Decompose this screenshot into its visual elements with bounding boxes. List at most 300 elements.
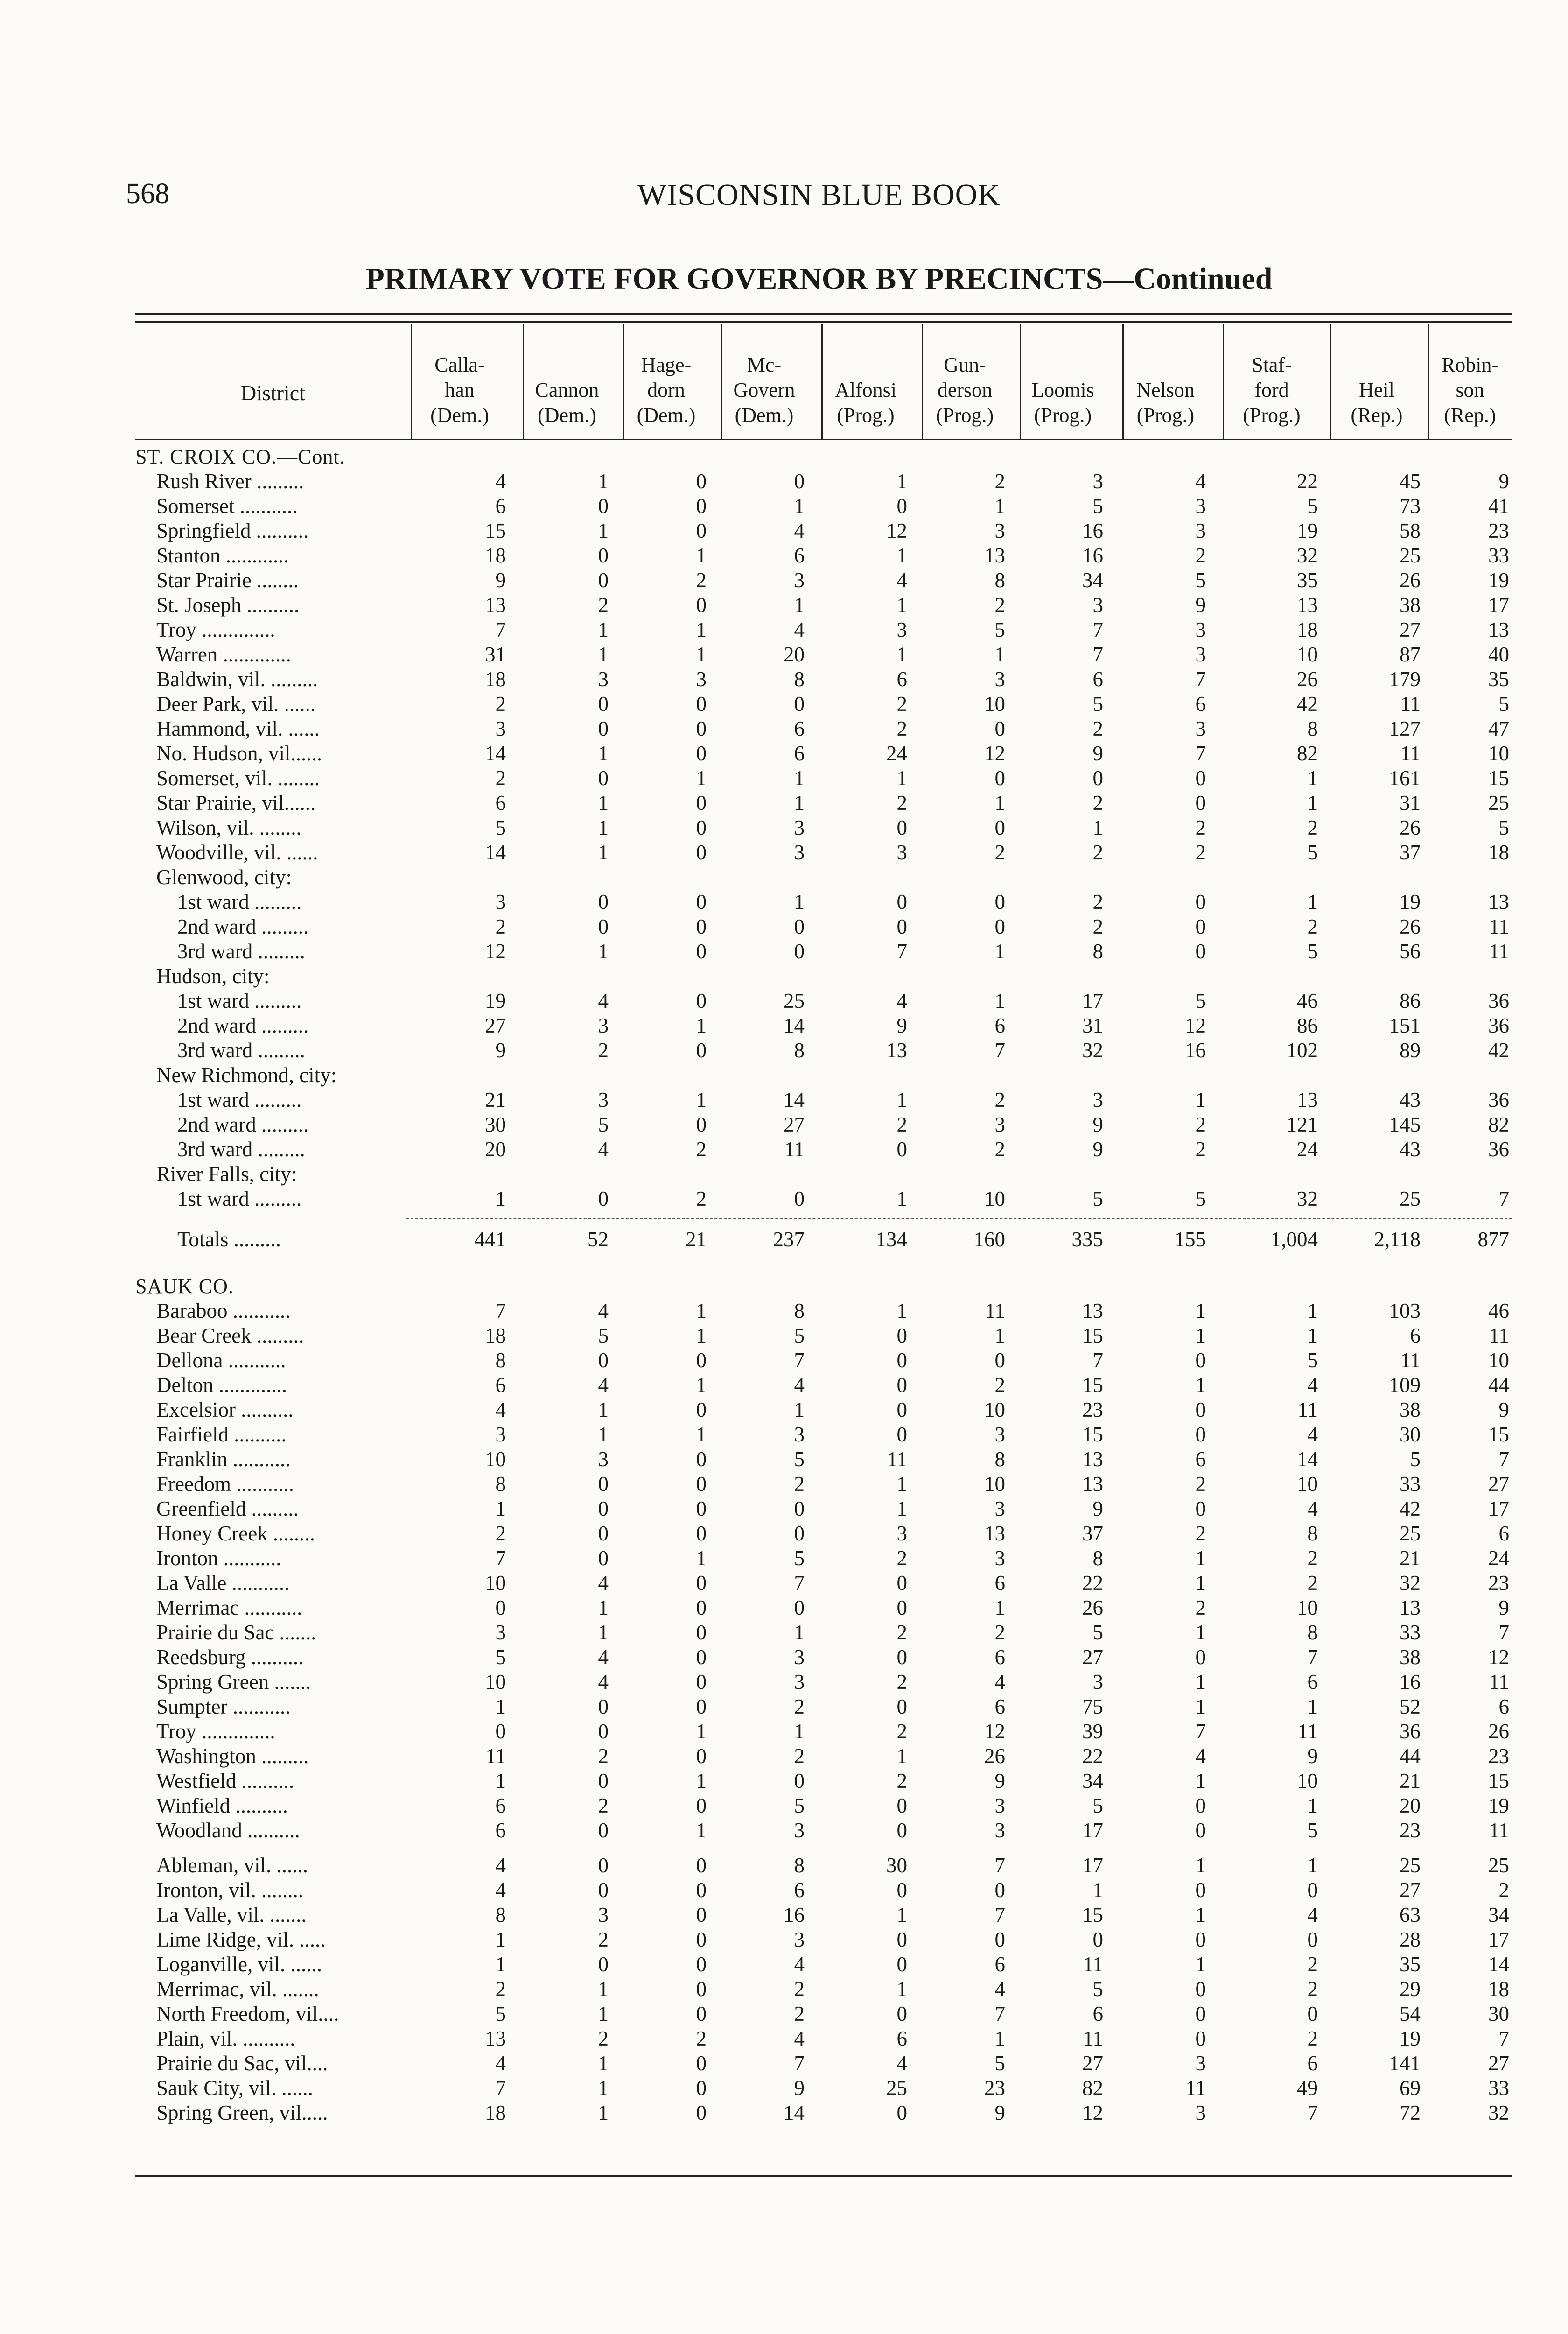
vote-cell: 1 — [598, 2002, 609, 2025]
page-header — [126, 177, 1512, 219]
vote-cell: 141 — [1389, 2052, 1421, 2075]
vote-cell: 0 — [598, 1695, 609, 1718]
column-header-line: (Prog.) — [1136, 404, 1195, 427]
vote-cell: 89 — [1400, 1039, 1421, 1062]
precinct-row — [135, 1645, 1512, 1670]
vote-cell: 0 — [1195, 2002, 1206, 2025]
vote-cell: 52 — [1400, 1695, 1421, 1718]
vote-cell: 23 — [1488, 1571, 1509, 1595]
vote-cell: 121 — [1286, 1113, 1318, 1136]
precinct-row — [135, 766, 1512, 791]
vote-cell: 9 — [1498, 1398, 1509, 1421]
precinct-row — [135, 1853, 1512, 1878]
column-header-line: Nelson — [1136, 379, 1195, 401]
column-header-line: Alfonsi — [835, 379, 896, 401]
precinct-row — [135, 1620, 1512, 1645]
vote-cell: 7 — [1195, 1720, 1206, 1743]
district-label: 1st ward ......... — [177, 890, 302, 914]
vote-cell: 1 — [794, 791, 805, 815]
column-header-line: derson — [937, 379, 993, 401]
precinct-row — [135, 1447, 1512, 1472]
vote-cell: 4 — [794, 1953, 805, 1976]
vote-cell: 0 — [598, 1819, 609, 1842]
vote-cell: 3 — [1092, 1088, 1103, 1111]
column-header-line: Staf- — [1252, 353, 1292, 376]
vote-cell: 26 — [1400, 915, 1421, 938]
vote-cell: 4 — [1307, 1903, 1318, 1926]
vote-cell: 0 — [696, 742, 707, 765]
vote-cell: 15 — [1488, 1769, 1509, 1793]
vote-cell: 1 — [794, 1398, 805, 1421]
vote-cell: 0 — [598, 1878, 609, 1902]
district-label: Sumpter ........... — [156, 1695, 291, 1718]
vote-cell: 0 — [794, 1596, 805, 1619]
vote-cell: 6 — [994, 1953, 1005, 1976]
vote-cell: 1 — [1195, 1324, 1206, 1347]
vote-cell: 5 — [994, 2052, 1005, 2075]
vote-cell: 10 — [1488, 1349, 1509, 1372]
totals-row — [135, 1218, 1512, 1261]
column-header-line: dorn — [647, 379, 685, 401]
vote-cell: 0 — [896, 1794, 907, 1817]
district-label: Fairfield .......... — [156, 1423, 287, 1446]
vote-cell: 9 — [896, 1014, 907, 1037]
vote-cell: 0 — [696, 841, 707, 864]
vote-cell: 0 — [696, 1571, 707, 1595]
vote-cell: 2 — [1498, 1878, 1509, 1902]
vote-cell: 161 — [1389, 766, 1421, 790]
vote-cell: 9 — [1092, 742, 1103, 765]
ward-row — [135, 1013, 1512, 1038]
vote-cell: 5 — [1498, 816, 1509, 839]
vote-cell: 0 — [598, 544, 609, 567]
vote-cell: 13 — [1082, 1448, 1103, 1471]
vote-cell: 2 — [1195, 1596, 1206, 1619]
vote-cell: 1 — [495, 1695, 506, 1718]
precinct-row — [135, 1744, 1512, 1769]
vote-cell: 8 — [794, 1039, 805, 1062]
column-header-line: Heil — [1359, 379, 1394, 401]
vote-cell: 2 — [1195, 1113, 1206, 1136]
vote-cell: 6 — [794, 742, 805, 765]
ward-row — [135, 1038, 1512, 1063]
vote-cell: 4 — [495, 1854, 506, 1877]
vote-cell: 7 — [794, 1571, 805, 1595]
vote-cell: 2 — [598, 593, 609, 617]
vote-cell: 2 — [598, 1794, 609, 1817]
district-label: Star Prairie ........ — [156, 569, 299, 592]
vote-cell: 4 — [896, 2052, 907, 2075]
vote-cell: 2 — [495, 915, 506, 938]
vote-cell: 2 — [1307, 1953, 1318, 1976]
header-district: District — [241, 381, 305, 405]
vote-cell: 2 — [896, 1720, 907, 1743]
vote-cell: 27 — [485, 1014, 506, 1037]
district-label: Westfield .......... — [156, 1769, 294, 1793]
vote-cell: 33 — [1400, 1621, 1421, 1644]
vote-cell: 2 — [495, 766, 506, 790]
vote-cell: 1 — [896, 1088, 907, 1111]
vote-cell: 0 — [896, 816, 907, 839]
vote-cell: 5 — [1410, 1448, 1421, 1471]
vote-cell: 0 — [696, 2101, 707, 2124]
district-label: New Richmond, city: — [156, 1063, 337, 1087]
vote-cell: 160 — [973, 1228, 1005, 1251]
vote-cell: 34 — [1082, 1769, 1103, 1793]
ward-row — [135, 989, 1512, 1013]
vote-cell: 75 — [1082, 1695, 1103, 1718]
vote-cell: 6 — [495, 1373, 506, 1397]
column-header-line: (Prog.) — [837, 404, 895, 427]
vote-cell: 0 — [696, 1113, 707, 1136]
vote-cell: 2 — [896, 1769, 907, 1793]
vote-cell: 15 — [485, 519, 506, 542]
vote-cell: 4 — [495, 1878, 506, 1902]
vote-cell: 10 — [485, 1670, 506, 1694]
vote-cell: 7 — [994, 1854, 1005, 1877]
vote-cell: 4 — [598, 1299, 609, 1322]
vote-cell: 4 — [598, 1645, 609, 1669]
vote-cell: 25 — [886, 2076, 907, 2100]
vote-cell: 33 — [1400, 1472, 1421, 1496]
vote-cell: 0 — [896, 890, 907, 914]
vote-cell: 14 — [1488, 1953, 1509, 1976]
vote-cell: 0 — [696, 1522, 707, 1545]
vote-cell: 16 — [1400, 1670, 1421, 1694]
vote-cell: 12 — [485, 940, 506, 963]
vote-cell: 5 — [598, 1113, 609, 1136]
vote-cell: 5 — [794, 1324, 805, 1347]
vote-cell: 6 — [1195, 692, 1206, 716]
column-header — [411, 352, 509, 428]
vote-cell: 13 — [1488, 618, 1509, 641]
vote-cell: 87 — [1400, 643, 1421, 666]
vote-cell: 0 — [1195, 1398, 1206, 1421]
vote-cell: 9 — [1498, 470, 1509, 493]
vote-cell: 19 — [1400, 2027, 1421, 2050]
vote-cell: 5 — [994, 618, 1005, 641]
vote-cell: 16 — [1082, 544, 1103, 567]
vote-cell: 3 — [994, 519, 1005, 542]
vote-cell: 2 — [1092, 841, 1103, 864]
vote-cell: 10 — [984, 692, 1005, 716]
column-header — [1330, 378, 1423, 428]
vote-cell: 6 — [1498, 1695, 1509, 1718]
district-label: Baraboo ........... — [156, 1299, 291, 1322]
district-label: Hammond, vil. ...... — [156, 717, 320, 740]
vote-cell: 36 — [1400, 1720, 1421, 1743]
district-label: Rush River ......... — [156, 470, 304, 493]
district-label: Plain, vil. .......... — [156, 2027, 295, 2050]
ward-row — [135, 1187, 1512, 1211]
district-label: North Freedom, vil.... — [156, 2002, 339, 2025]
vote-cell: 1 — [495, 1928, 506, 1951]
vote-cell: 0 — [994, 717, 1005, 740]
vote-cell: 5 — [1092, 1977, 1103, 2001]
vote-cell: 1 — [794, 1621, 805, 1644]
vote-cell: 13 — [984, 1522, 1005, 1545]
vote-cell: 2 — [1195, 816, 1206, 839]
vote-cell: 0 — [598, 915, 609, 938]
district-label: Somerset, vil. ........ — [156, 766, 320, 790]
vote-cell: 3 — [1195, 2101, 1206, 2124]
vote-cell: 1 — [1307, 1695, 1318, 1718]
column-header-line: Gun- — [944, 353, 986, 376]
district-label: 3rd ward ......... — [177, 1039, 305, 1062]
vote-cell: 2,118 — [1374, 1228, 1421, 1251]
vote-cell: 37 — [1400, 841, 1421, 864]
vote-cell: 5 — [495, 2002, 506, 2025]
vote-cell: 1 — [994, 1596, 1005, 1619]
vote-cell: 28 — [1400, 1928, 1421, 1951]
vote-cell: 35 — [1488, 668, 1509, 691]
vote-cell: 17 — [1082, 1854, 1103, 1877]
vote-cell: 3 — [495, 1423, 506, 1446]
district-label: Loganville, vil. ...... — [156, 1953, 322, 1976]
vote-cell: 19 — [1488, 1794, 1509, 1817]
vote-cell: 14 — [485, 742, 506, 765]
vote-cell: 17 — [1082, 1819, 1103, 1842]
county-heading — [135, 1274, 1512, 1299]
vote-cell: 23 — [1488, 519, 1509, 542]
vote-cell: 36 — [1488, 989, 1509, 1012]
vote-cell: 5 — [598, 1324, 609, 1347]
precinct-row — [135, 791, 1512, 815]
vote-cell: 9 — [994, 2101, 1005, 2124]
vote-cell: 24 — [1488, 1547, 1509, 1570]
district-label: Excelsior .......... — [156, 1398, 294, 1421]
vote-cell: 0 — [1195, 1349, 1206, 1372]
vote-cell: 0 — [598, 1769, 609, 1793]
vote-cell: 0 — [994, 816, 1005, 839]
vote-cell: 3 — [1195, 2052, 1206, 2075]
column-header — [623, 352, 709, 428]
vote-cell: 1 — [896, 643, 907, 666]
vote-cell: 0 — [1092, 766, 1103, 790]
district-label: Warren ............. — [156, 643, 291, 666]
vote-cell: 3 — [1195, 519, 1206, 542]
vote-cell: 23 — [1082, 1398, 1103, 1421]
vote-cell: 11 — [1489, 915, 1509, 938]
column-header-line: Loomis — [1031, 379, 1094, 401]
vote-cell: 39 — [1082, 1720, 1103, 1743]
vote-cell: 5 — [495, 816, 506, 839]
vote-cell: 0 — [696, 1695, 707, 1718]
vote-cell: 7 — [495, 618, 506, 641]
vote-cell: 46 — [1297, 989, 1318, 1012]
ward-row — [135, 1137, 1512, 1162]
ward-row — [135, 939, 1512, 964]
vote-cell: 1 — [1195, 1088, 1206, 1111]
vote-cell: 7 — [1498, 1187, 1509, 1210]
vote-cell: 0 — [598, 1187, 609, 1210]
vote-cell: 40 — [1488, 643, 1509, 666]
vote-cell: 7 — [1307, 1645, 1318, 1669]
vote-cell: 7 — [994, 1039, 1005, 1062]
vote-cell: 877 — [1477, 1228, 1509, 1251]
precinct-row — [135, 1323, 1512, 1348]
vote-cell: 2 — [1092, 915, 1103, 938]
vote-cell: 2 — [1307, 1547, 1318, 1570]
vote-cell: 0 — [1195, 940, 1206, 963]
precinct-row — [135, 469, 1512, 494]
column-header-line: han — [445, 379, 475, 401]
vote-cell: 1 — [696, 1423, 707, 1446]
vote-cell: 7 — [1195, 742, 1206, 765]
vote-cell: 27 — [1400, 618, 1421, 641]
vote-cell: 2 — [896, 1621, 907, 1644]
vote-cell: 6 — [1195, 1448, 1206, 1471]
vote-cell: 4 — [1195, 470, 1206, 493]
column-header-line: (Dem.) — [735, 404, 794, 427]
district-label: Woodland .......... — [156, 1819, 300, 1842]
vote-cell: 17 — [1082, 989, 1103, 1012]
vote-cell: 1 — [1195, 1953, 1206, 1976]
vote-cell: 10 — [1488, 742, 1509, 765]
vote-cell: 2 — [696, 1187, 707, 1210]
vote-cell: 6 — [794, 544, 805, 567]
vote-cell: 2 — [598, 1039, 609, 1062]
vote-cell: 134 — [875, 1228, 907, 1251]
vote-cell: 21 — [1400, 1769, 1421, 1793]
district-label: Glenwood, city: — [156, 865, 292, 889]
vote-cell: 0 — [896, 1645, 907, 1669]
vote-cell: 27 — [1082, 1645, 1103, 1669]
vote-cell: 0 — [994, 1928, 1005, 1951]
vote-cell: 0 — [696, 1472, 707, 1496]
district-label: St. Joseph .......... — [156, 593, 300, 617]
vote-cell: 1 — [896, 1472, 907, 1496]
vote-cell: 5 — [1092, 1794, 1103, 1817]
vote-cell: 2 — [1195, 1472, 1206, 1496]
vote-cell: 33 — [1488, 544, 1509, 567]
vote-cell: 1 — [1307, 1324, 1318, 1347]
totals-rule — [406, 1218, 1512, 1219]
vote-cell: 9 — [1092, 1138, 1103, 1161]
district-label: 2nd ward ......... — [177, 1014, 309, 1037]
vote-cell: 0 — [598, 569, 609, 592]
district-label: 1st ward ......... — [177, 1088, 302, 1111]
column-header-line: Hage- — [641, 353, 692, 376]
vote-cell: 1 — [794, 1720, 805, 1743]
vote-cell: 6 — [794, 717, 805, 740]
precinct-row — [135, 1977, 1512, 2002]
precinct-row — [135, 1521, 1512, 1546]
vote-cell: 103 — [1389, 1299, 1421, 1322]
vote-cell: 3 — [794, 1423, 805, 1446]
vote-cell: 11 — [1083, 2027, 1103, 2050]
vote-cell: 0 — [598, 1522, 609, 1545]
district-label: Sauk City, vil. ...... — [156, 2076, 313, 2100]
vote-cell: 0 — [696, 1645, 707, 1669]
vote-cell: 0 — [696, 470, 707, 493]
vote-cell: 3 — [994, 1497, 1005, 1520]
vote-cell: 5 — [1092, 1621, 1103, 1644]
vote-cell: 2 — [896, 692, 907, 716]
vote-cell: 1 — [896, 1497, 907, 1520]
vote-cell: 0 — [994, 1349, 1005, 1372]
vote-cell: 0 — [1195, 1794, 1206, 1817]
vote-cell: 7 — [495, 2076, 506, 2100]
vote-cell: 7 — [495, 1299, 506, 1322]
vote-cell: 1 — [896, 1299, 907, 1322]
vote-cell: 1 — [1307, 1854, 1318, 1877]
vote-cell: 21 — [686, 1228, 707, 1251]
vote-cell: 1 — [598, 1621, 609, 1644]
vote-cell: 1 — [696, 544, 707, 567]
vote-cell: 0 — [598, 1854, 609, 1877]
precinct-row — [135, 2101, 1512, 2125]
city-heading — [135, 1162, 1512, 1187]
vote-cell: 27 — [1400, 1878, 1421, 1902]
city-heading — [135, 865, 1512, 890]
vote-cell: 0 — [696, 1398, 707, 1421]
page-number: 568 — [126, 178, 169, 210]
vote-cell: 0 — [696, 791, 707, 815]
vote-cell: 3 — [794, 841, 805, 864]
vote-cell: 3 — [495, 717, 506, 740]
precinct-row — [135, 1422, 1512, 1447]
vote-cell: 63 — [1400, 1903, 1421, 1926]
vote-cell: 82 — [1488, 1113, 1509, 1136]
vote-cell: 4 — [495, 1398, 506, 1421]
precinct-row — [135, 1694, 1512, 1719]
vote-cell: 7 — [1092, 643, 1103, 666]
vote-cell: 23 — [1488, 1744, 1509, 1768]
vote-cell: 19 — [1297, 519, 1318, 542]
vote-cell: 2 — [794, 1977, 805, 2001]
vote-cell: 1 — [896, 766, 907, 790]
vote-cell: 2 — [1307, 2027, 1318, 2050]
vote-cell: 1 — [598, 2076, 609, 2100]
vote-cell: 52 — [588, 1228, 609, 1251]
precinct-row — [135, 1546, 1512, 1571]
vote-cell: 23 — [984, 2076, 1005, 2100]
vote-cell: 7 — [994, 1903, 1005, 1926]
vote-cell: 9 — [495, 569, 506, 592]
vote-cell: 12 — [1185, 1014, 1206, 1037]
vote-cell: 0 — [696, 1621, 707, 1644]
vote-cell: 0 — [696, 1794, 707, 1817]
vote-cell: 6 — [1498, 1522, 1509, 1545]
vote-cell: 0 — [1195, 890, 1206, 914]
vote-cell: 30 — [485, 1113, 506, 1136]
vote-cell: 44 — [1488, 1373, 1509, 1397]
vote-cell: 1 — [1195, 1670, 1206, 1694]
vote-cell: 45 — [1400, 470, 1421, 493]
vote-cell: 1 — [994, 494, 1005, 518]
ward-row — [135, 1112, 1512, 1137]
column-header — [1223, 352, 1321, 428]
vote-cell: 2 — [598, 1744, 609, 1768]
district-label: Reedsburg .......... — [156, 1645, 304, 1669]
vote-cell: 26 — [1297, 668, 1318, 691]
vote-cell: 0 — [1307, 2002, 1318, 2025]
vote-cell: 1 — [1195, 1547, 1206, 1570]
precinct-row — [135, 815, 1512, 840]
ward-row — [135, 914, 1512, 939]
vote-cell: 1 — [696, 1324, 707, 1347]
district-label: Franklin ........... — [156, 1448, 291, 1471]
vote-cell: 15 — [1082, 1324, 1103, 1347]
vote-cell: 4 — [994, 1977, 1005, 2001]
precinct-row — [135, 1497, 1512, 1521]
vote-cell: 1 — [598, 940, 609, 963]
vote-cell: 6 — [794, 1878, 805, 1902]
vote-cell: 12 — [886, 519, 907, 542]
vote-cell: 0 — [696, 2002, 707, 2025]
vote-cell: 0 — [696, 1497, 707, 1520]
